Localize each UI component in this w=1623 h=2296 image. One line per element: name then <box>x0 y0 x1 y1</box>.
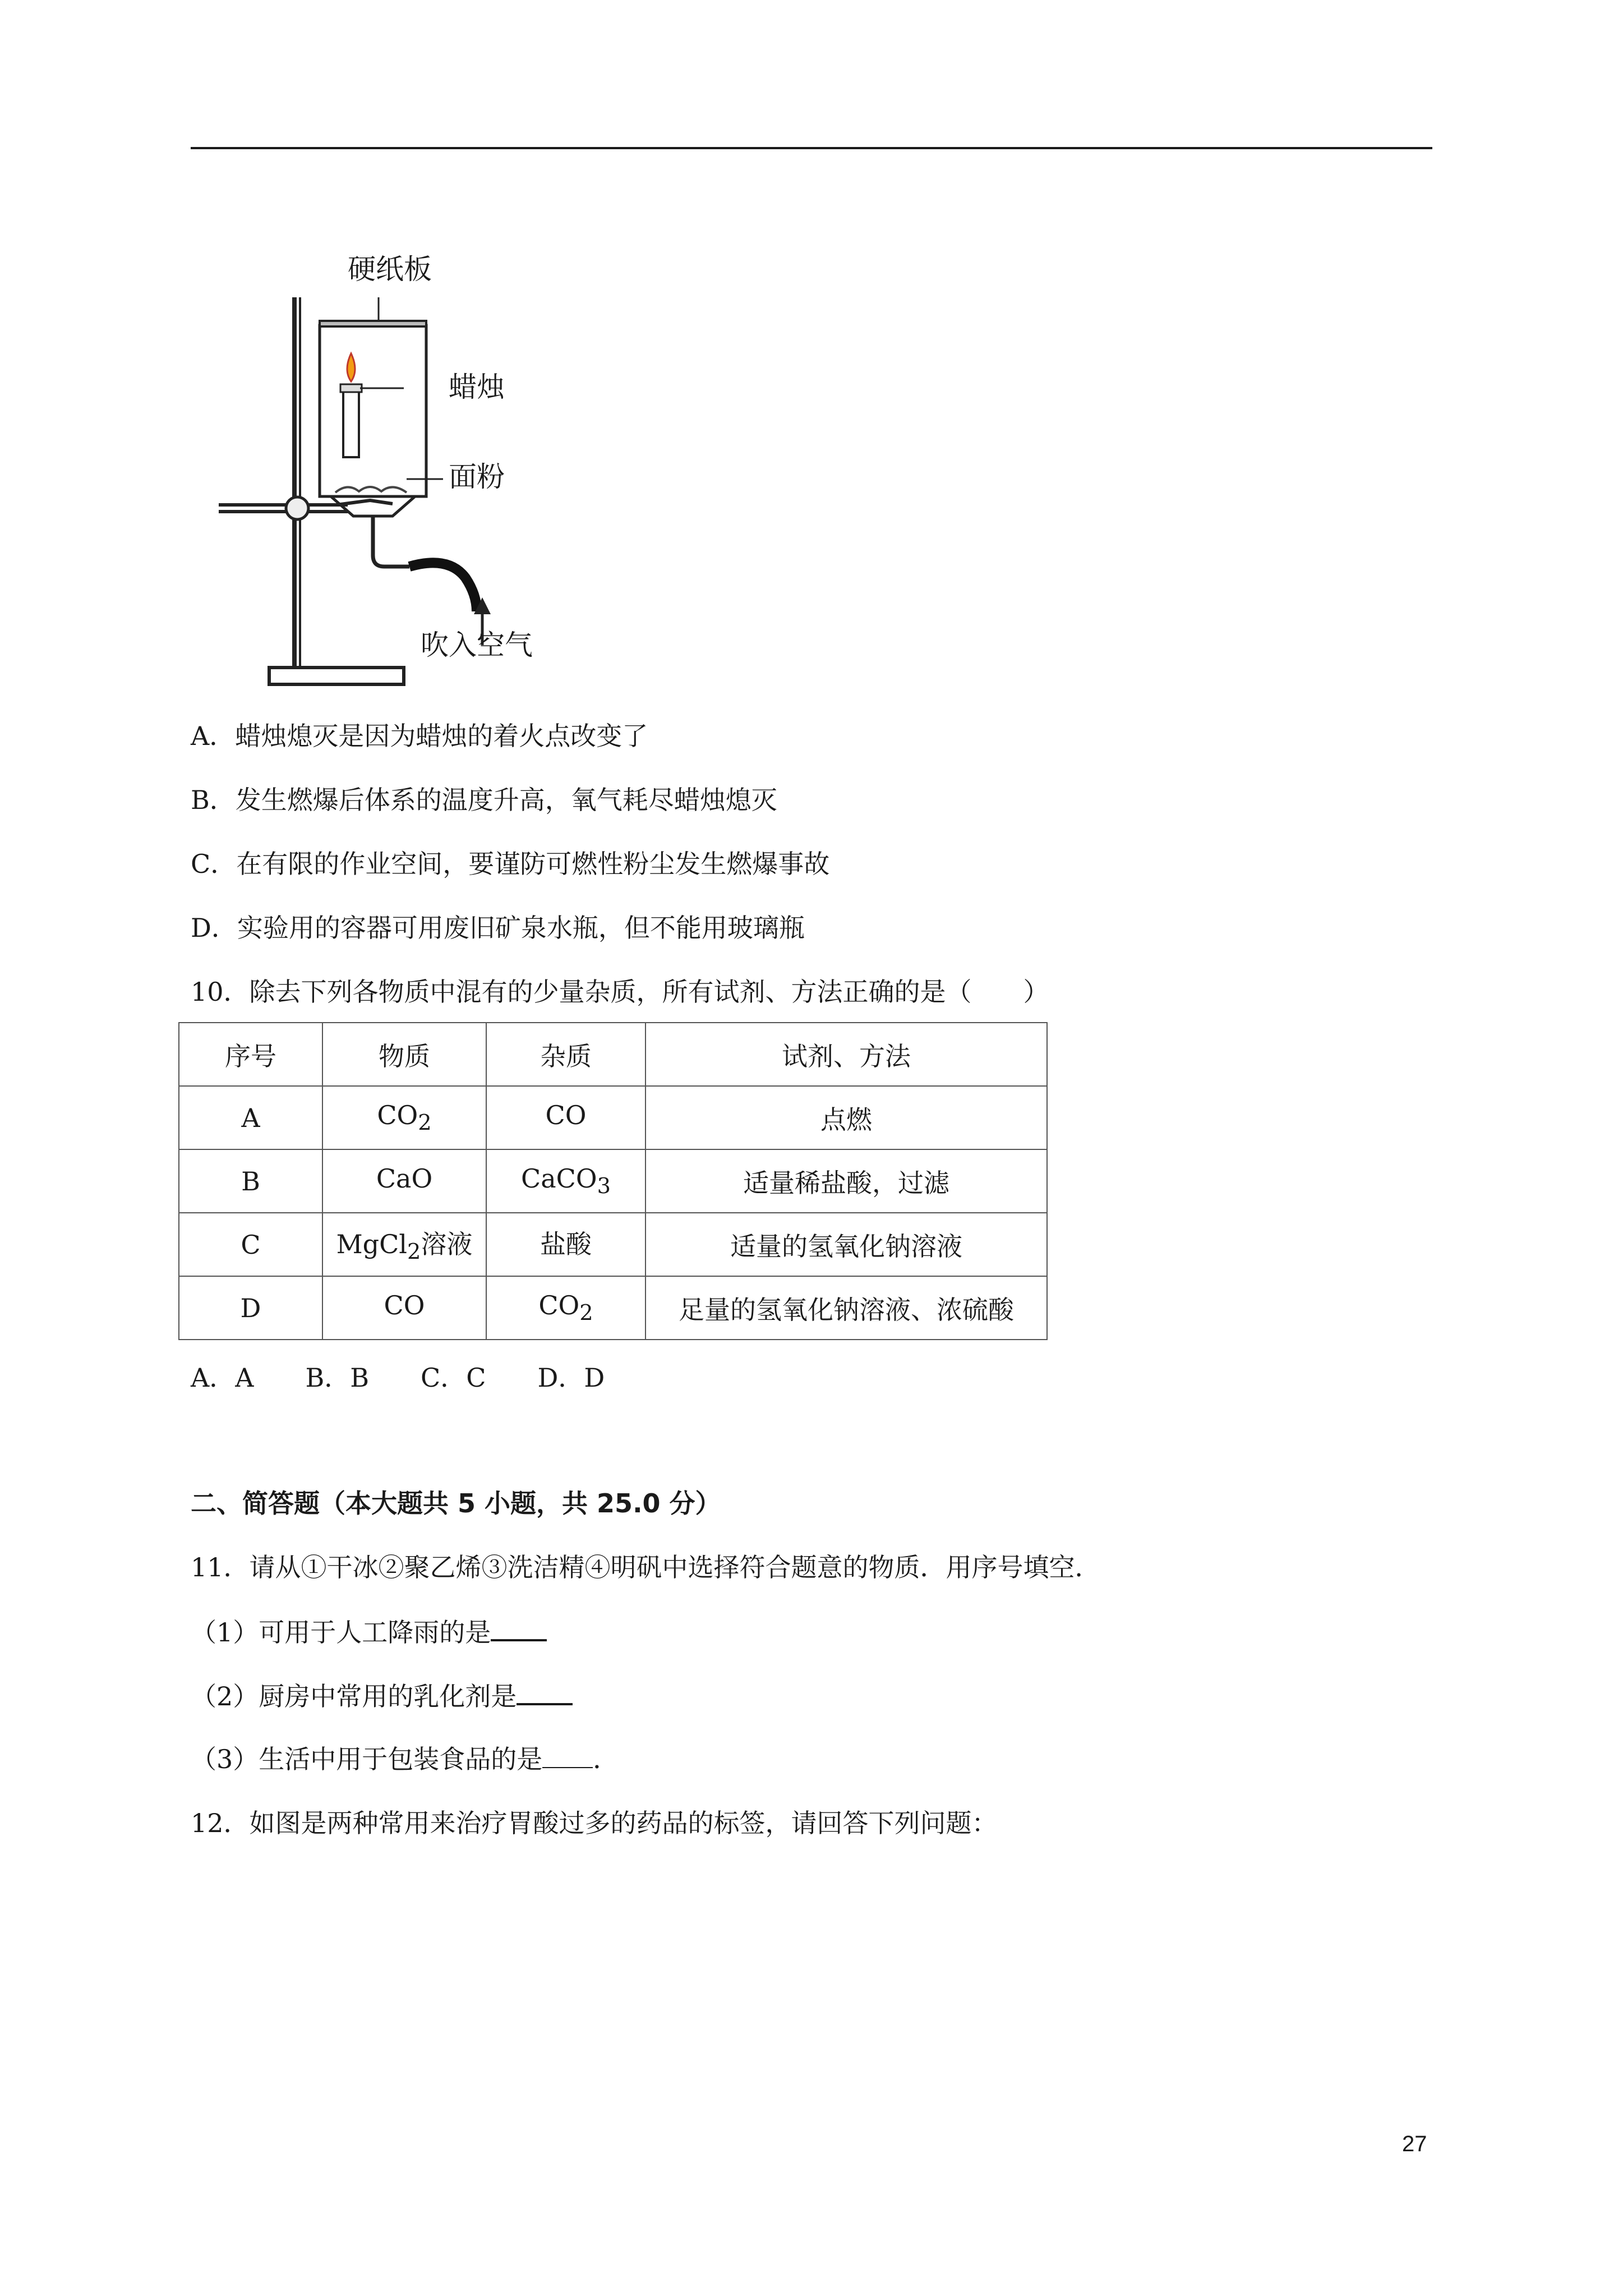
row-id: A <box>179 1086 322 1149</box>
table-row <box>179 1276 1047 1340</box>
row-method: 适量稀盐酸，过滤 <box>645 1149 1047 1213</box>
row-method: 点燃 <box>645 1086 1047 1149</box>
q10-answer-choices: A．A B．B C．C D．D <box>191 1363 605 1393</box>
q10-stem: 10．除去下列各物质中混有的少量杂质，所有试剂、方法正确的是（ ） <box>191 977 1049 1007</box>
row-id: B <box>179 1149 322 1213</box>
row-substance: CaO <box>322 1149 486 1213</box>
table-header-row <box>179 1023 1047 1086</box>
dust-explosion-apparatus-diagram <box>185 241 578 690</box>
label-flour: 面粉 <box>449 461 505 493</box>
header-substance: 物质 <box>322 1023 486 1086</box>
q9-option-a: A．蜡烛熄灭是因为蜡烛的着火点改变了 <box>191 721 648 751</box>
row-substance: MgCl$_2$溶液 <box>322 1213 486 1276</box>
row-substance: CO <box>322 1276 486 1340</box>
header-id: 序号 <box>179 1023 322 1086</box>
row-id: C <box>179 1213 322 1276</box>
table-row <box>179 1086 1047 1149</box>
row-impurity: CaCO$_3$ <box>486 1149 645 1213</box>
table-row <box>179 1149 1047 1213</box>
q9-option-b: B．发生燃爆后体系的温度升高，氧气耗尽蜡烛熄灭 <box>191 785 777 815</box>
table-row <box>179 1213 1047 1276</box>
q12-stem: 12．如图是两种常用来治疗胃酸过多的药品的标签，请回答下列问题： <box>191 1808 998 1838</box>
row-method: 适量的氢氧化钠溶液 <box>645 1213 1047 1276</box>
q9-option-c: C．在有限的作业空间，要谨防可燃性粉尘发生燃爆事故 <box>191 849 830 879</box>
q11-part-2: （2）厨房中常用的乳化剂是 <box>191 1678 573 1713</box>
header-rule <box>191 147 1432 149</box>
q11-stem: 11．请从①干冰②聚乙烯③洗洁精④明矾中选择符合题意的物质．用序号填空． <box>191 1552 1101 1582</box>
row-impurity: $CO_2$ <box>486 1276 645 1340</box>
page-number: 27 <box>1402 2132 1427 2156</box>
row-id: D <box>179 1276 322 1340</box>
q10-table <box>178 1022 1048 1340</box>
row-substance: $CO_2$ <box>322 1086 486 1149</box>
section-title: 二、简答题（本大题共 5 小题，共 25.0 分） <box>191 1488 721 1519</box>
row-impurity: 盐酸 <box>486 1213 645 1276</box>
q11-part-3: （3）生活中用于包装食品的是 ． <box>191 1742 619 1776</box>
answer-blank[interactable] <box>517 1678 573 1705</box>
label-blow-air: 吹入空气 <box>421 629 533 661</box>
row-method: 足量的氢氧化钠溶液、浓硫酸 <box>645 1276 1047 1340</box>
header-impurity: 杂质 <box>486 1023 645 1086</box>
q9-option-d: D．实验用的容器可用废旧矿泉水瓶，但不能用玻璃瓶 <box>191 913 805 943</box>
row-impurity: CO <box>486 1086 645 1149</box>
answer-blank[interactable] <box>542 1742 593 1768</box>
header-method: 试剂、方法 <box>645 1023 1047 1086</box>
label-candle: 蜡烛 <box>449 371 505 403</box>
label-cardboard: 硬纸板 <box>348 253 432 286</box>
q11-part-1: （1）可用于人工降雨的是 <box>191 1614 547 1649</box>
answer-blank[interactable] <box>491 1614 547 1641</box>
apparatus-drawing <box>185 241 578 690</box>
